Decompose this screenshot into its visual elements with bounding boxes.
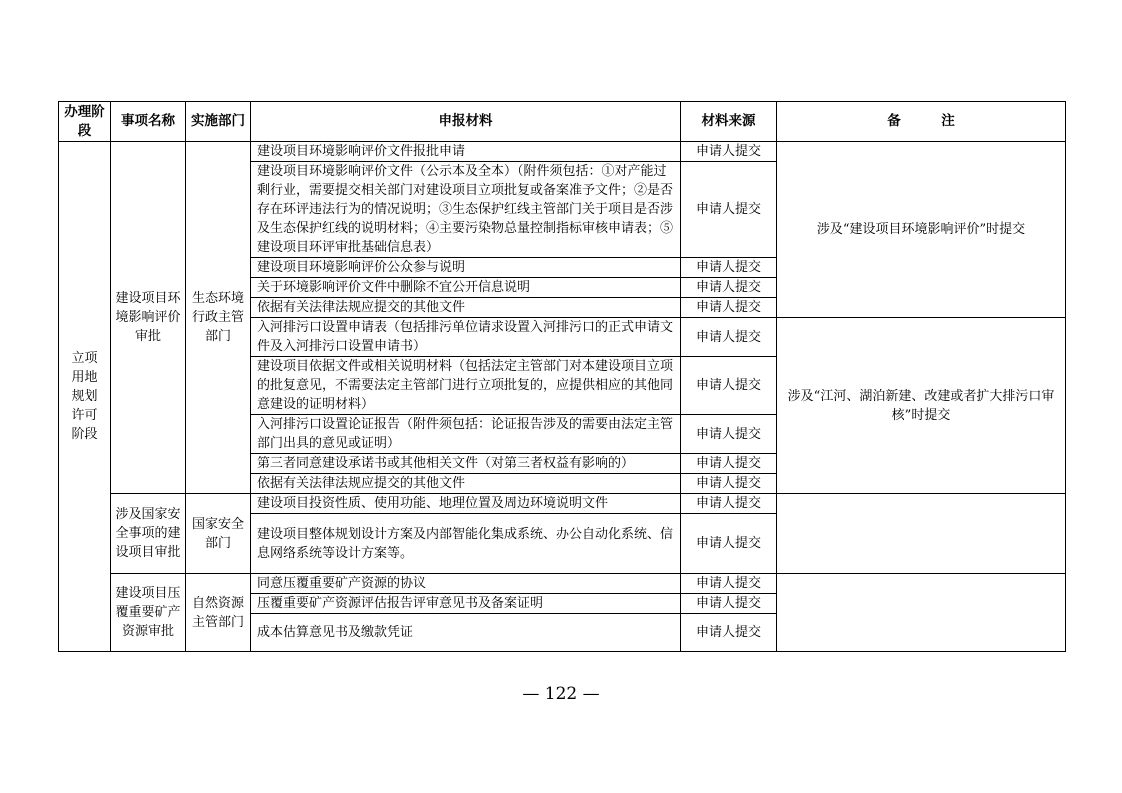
material-cell: 入河排污口设置申请表（包括排污单位请求设置入河排污口的正式申请文件及入河排污口设置申请书）: [251, 318, 681, 357]
table-row: [59, 574, 1066, 594]
stage-cell: 立项用地规划许可阶段: [59, 142, 111, 652]
material-cell: 建设项目环境影响评价文件（公示本及全本）（附件须包括：①对产能过剩行业，需要提交相关部门对建设项目立项批复或备案准予文件；②是否存在环评违法行为的情况说明；③生态保护红线主管部门关于项目是否涉及生态保护红线的说明材料；④主要污染物总量控制指标审核申请表；⑤建设项目环评审批基础信息表）: [251, 162, 681, 258]
source-cell: 申请人提交: [681, 454, 777, 474]
header-dept: 实施部门: [186, 102, 251, 142]
material-cell: 压覆重要矿产资源评估报告评审意见书及备案证明: [251, 594, 681, 614]
application-materials-table: [58, 101, 1066, 652]
material-cell: 依据有关法律法规应提交的其他文件: [251, 474, 681, 494]
material-cell: 建设项目依据文件或相关说明材料（包括法定主管部门对本建设项目立项的批复意见，不需要法定主管部门进行立项批复的，应提供相应的其他同意建设的证明材料）: [251, 357, 681, 415]
source-cell: 申请人提交: [681, 278, 777, 298]
material-cell: 建设项目环境影响评价公众参与说明: [251, 258, 681, 278]
source-cell: 申请人提交: [681, 614, 777, 652]
material-cell: 第三者同意建设承诺书或其他相关文件（对第三者权益有影响的）: [251, 454, 681, 474]
remark-cell: [777, 574, 1066, 652]
dept-cell: 生态环境行政主管部门: [186, 142, 251, 494]
page-number: — 122 —: [522, 684, 600, 704]
source-cell: 申请人提交: [681, 594, 777, 614]
dept-cell: 自然资源主管部门: [186, 574, 251, 652]
material-cell: 入河排污口设置论证报告（附件须包括：论证报告涉及的需要由法定主管部门出具的意见或证明）: [251, 415, 681, 454]
table-row: [59, 142, 1066, 162]
source-cell: 申请人提交: [681, 474, 777, 494]
header-material: 申报材料: [251, 102, 681, 142]
header-stage: 办理阶段: [59, 102, 111, 142]
material-cell: 成本估算意见书及缴款凭证: [251, 614, 681, 652]
header-source: 材料来源: [681, 102, 777, 142]
material-cell: 建设项目投资性质、使用功能、地理位置及周边环境说明文件: [251, 494, 681, 514]
material-cell: 建设项目环境影响评价文件报批申请: [251, 142, 681, 162]
item-cell: 建设项目环境影响评价审批: [111, 142, 186, 494]
dept-cell: 国家安全部门: [186, 494, 251, 574]
source-cell: 申请人提交: [681, 514, 777, 574]
source-cell: 申请人提交: [681, 494, 777, 514]
header-remark: 备 注: [777, 102, 1066, 142]
source-cell: 申请人提交: [681, 357, 777, 415]
source-cell: 申请人提交: [681, 574, 777, 594]
item-cell: 建设项目压覆重要矿产资源审批: [111, 574, 186, 652]
source-cell: 申请人提交: [681, 258, 777, 278]
material-cell: 同意压覆重要矿产资源的协议: [251, 574, 681, 594]
source-cell: 申请人提交: [681, 298, 777, 318]
source-cell: 申请人提交: [681, 142, 777, 162]
header-item: 事项名称: [111, 102, 186, 142]
source-cell: 申请人提交: [681, 162, 777, 258]
source-cell: 申请人提交: [681, 318, 777, 357]
material-cell: 依据有关法律法规应提交的其他文件: [251, 298, 681, 318]
remark-cell: 涉及“建设项目环境影响评价”时提交: [777, 142, 1066, 318]
remark-cell: 涉及“江河、湖泊新建、改建或者扩大排污口审核”时提交: [777, 318, 1066, 494]
material-cell: 建设项目整体规划设计方案及内部智能化集成系统、办公自动化系统、信息网络系统等设计方案等。: [251, 514, 681, 574]
table-header-row: [59, 102, 1066, 142]
item-cell: 涉及国家安全事项的建设项目审批: [111, 494, 186, 574]
source-cell: 申请人提交: [681, 415, 777, 454]
material-cell: 关于环境影响评价文件中删除不宜公开信息说明: [251, 278, 681, 298]
table-row: [59, 494, 1066, 514]
remark-cell: [777, 494, 1066, 574]
